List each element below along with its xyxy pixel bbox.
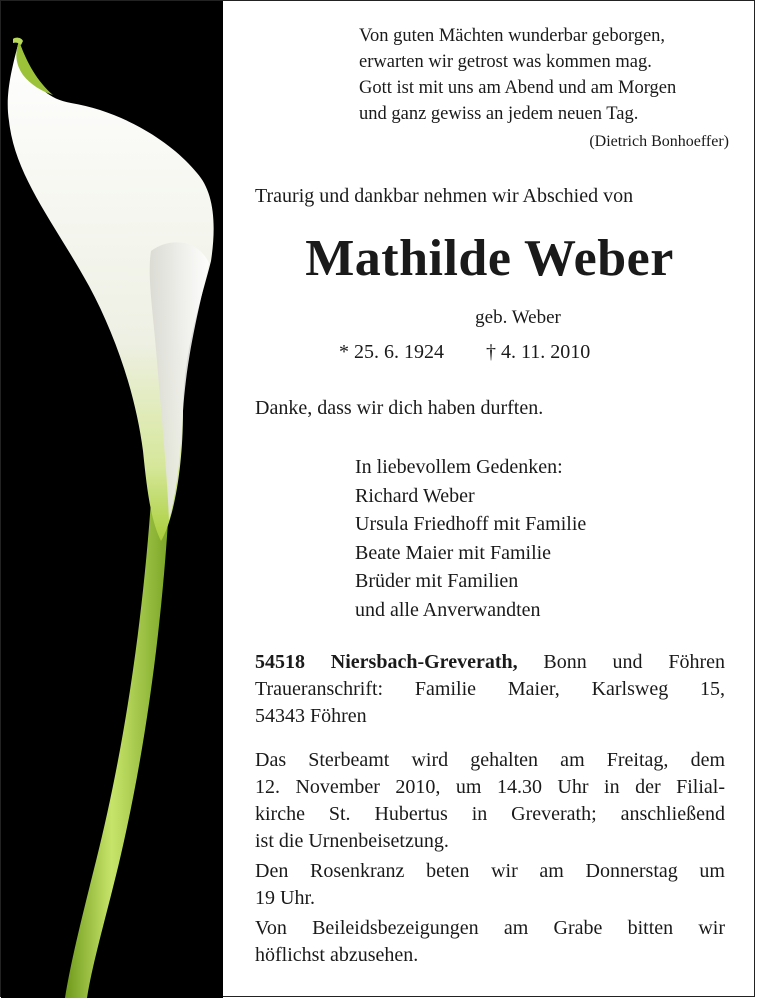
mourner-name: Brüder mit Familien <box>355 570 519 592</box>
deceased-name: Mathilde Weber <box>305 230 674 287</box>
mourner-name: Ursula Friedhoff mit Familie <box>355 513 587 535</box>
mourner-name: Beate Maier mit Familie <box>355 541 552 564</box>
poem-line: erwarten wir getrost was kommen mag. <box>359 52 652 72</box>
life-dates <box>339 341 590 364</box>
notice-line: ist die Urnenbeisetzung. <box>255 830 449 852</box>
poem-line: Von guten Mächten wunderbar geborgen, <box>359 26 666 46</box>
rosary-notice <box>255 858 725 912</box>
notice-line: kirche St. Hubertus in Greverath; anschließend <box>255 803 725 825</box>
notice-line: höflichst abzusehen. <box>255 944 419 966</box>
notice-line: Von Beileidsbezeigungen am Grabe bitten wir <box>255 917 725 939</box>
address-street: Traueranschrift: Familie Maier, Karlsweg 15, <box>255 678 725 700</box>
address-place-rest: Bonn und Föhren <box>543 651 725 673</box>
address-place <box>255 649 725 676</box>
thanks-line: Danke, dass wir dich haben durften. <box>255 397 544 419</box>
poem-line: und ganz gewiss an jedem neuen Tag. <box>359 104 639 124</box>
poem-line: Gott ist mit uns am Abend und am Morgen <box>359 78 677 98</box>
notice-line: Den Rosenkranz beten wir am Donnerstag um <box>255 860 725 882</box>
notice-line: Das Sterbeamt wird gehalten am Freitag, dem <box>255 749 725 771</box>
death-date: † 4. 11. 2010 <box>486 341 591 363</box>
notice-line: 19 Uhr. <box>255 887 315 909</box>
bonhoeffer-poem <box>359 23 729 155</box>
calla-lily-icon <box>1 1 223 998</box>
poem-author: (Dietrich Bonhoeffer) <box>589 133 729 150</box>
funeral-notices <box>255 747 725 972</box>
maiden-name: geb. Weber <box>475 307 561 328</box>
mourners-heading: In liebevollem Gedenken: <box>355 456 563 478</box>
birth-date: * 25. 6. 1924 <box>339 341 444 363</box>
notice-line: 12. November 2010, um 14.30 Uhr in der Filial- <box>255 776 725 798</box>
mourners-list <box>355 453 586 624</box>
mourner-name: und alle Anverwandten <box>355 598 541 621</box>
mourner-name: Richard Weber <box>355 484 475 507</box>
address-city: 54343 Föhren <box>255 705 367 727</box>
address-place-bold: 54518 Niersbach-Greverath, <box>255 651 518 673</box>
farewell-intro: Traurig und dankbar nehmen wir Abschied von <box>255 185 634 207</box>
mourning-address <box>255 649 725 730</box>
obituary-text-column <box>223 1 756 998</box>
condolence-notice <box>255 915 725 969</box>
calla-lily-image <box>1 1 223 998</box>
requiem-notice <box>255 747 725 855</box>
